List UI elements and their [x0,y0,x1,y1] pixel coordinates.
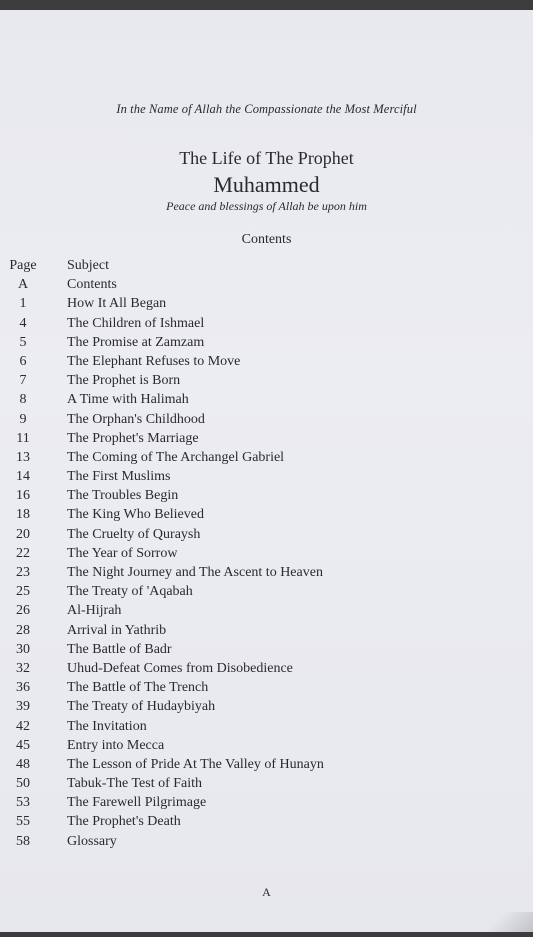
toc-subject: The King Who Believed [67,507,204,523]
toc-row [0,371,533,390]
toc-subject: The Prophet's Marriage [67,430,199,446]
toc-subject: The Battle of Badr [67,641,172,657]
toc-page-number: 16 [16,488,30,504]
toc-page-column-header: Page [9,258,37,273]
toc-page-number: 6 [19,353,27,369]
toc-page-number: 39 [16,699,30,715]
toc-row [0,793,533,812]
toc-page-number: 4 [19,315,27,331]
toc-subject: The Treaty of 'Aqabah [67,584,193,600]
toc-page-number: 32 [16,660,30,676]
toc-page-number: 8 [19,392,27,408]
toc-subject: Tabuk-The Test of Faith [67,776,203,792]
toc-page-number: 11 [16,430,30,446]
toc-row [0,621,533,640]
toc-row [0,774,533,793]
toc-subject: Al-Hijrah [67,603,122,619]
toc-subject: The Prophet is Born [67,373,181,389]
page-folio: A [262,885,271,899]
toc-page-number: 7 [19,373,27,389]
toc-page-number: 58 [16,833,30,849]
toc-header-row [0,256,533,275]
toc-row [0,314,533,333]
toc-row [0,755,533,774]
toc-page-number: 25 [16,584,30,600]
contents-heading: Contents [241,232,292,247]
toc-row [0,486,533,505]
page-edge-shadow [453,912,533,932]
book-title-line2: Muhammed [213,172,320,197]
toc-subject: The Promise at Zamzam [67,334,205,350]
toc-page-number: 53 [16,795,30,811]
toc-subject: Uhud-Defeat Comes from Disobedience [67,660,293,676]
toc-subject: The Children of Ishmael [67,315,205,331]
toc-subject: The Invitation [67,718,147,734]
toc-subject: How It All Began [67,296,167,312]
toc-subject: The Battle of The Trench [67,680,209,696]
book-page [0,10,533,932]
toc-subject: The Prophet's Death [67,814,181,830]
toc-page-number: 18 [16,507,30,523]
toc-subject: Glossary [67,833,117,849]
book-subtitle: Peace and blessings of Allah be upon him [166,199,367,213]
toc-page-number: 22 [16,545,30,561]
toc-row [0,448,533,467]
toc-subject: A Time with Halimah [67,392,189,408]
toc-page-number: 50 [16,776,30,792]
toc-row [0,275,533,294]
toc-row [0,429,533,448]
toc-subject: Entry into Mecca [67,737,165,753]
toc-page-number: 23 [16,565,30,580]
toc-page-number: 20 [16,526,30,542]
toc-subject: The Coming of The Archangel Gabriel [67,449,285,465]
toc-subject: Contents [67,277,117,293]
toc-subject: The Year of Sorrow [67,545,178,561]
toc-page-number: 42 [16,718,30,734]
toc-subject: The Orphan's Childhood [67,411,205,427]
toc-subject: The First Muslims [67,469,171,485]
toc-page-number: A [17,277,29,293]
toc-row [0,525,533,544]
toc-subject: The Farewell Pilgrimage [67,795,207,811]
toc-page-number: 13 [16,449,30,465]
toc-row [0,352,533,371]
toc-row [0,390,533,409]
toc-row [0,812,533,831]
toc-page-number: 55 [16,814,30,830]
toc-page-number: 30 [16,641,30,657]
toc-row [0,582,533,601]
toc-subject-column-header: Subject [67,258,109,273]
toc-row [0,659,533,678]
toc-page-number: 9 [19,411,27,427]
toc-subject: Arrival in Yathrib [67,622,167,638]
bismillah-line: In the Name of Allah the Compassionate the Most Merciful [116,102,417,116]
toc-subject: The Cruelty of Quraysh [67,526,201,542]
toc-row [0,563,533,582]
toc-subject: The Troubles Begin [67,488,179,504]
toc-row [0,467,533,486]
toc-page-number: 1 [19,296,27,312]
toc-row [0,333,533,352]
toc-row [0,410,533,429]
toc-row [0,294,533,313]
toc-row [0,640,533,659]
toc-subject: The Treaty of Hudaybiyah [67,699,216,715]
toc-page-number: 26 [16,603,30,619]
toc-row [0,601,533,620]
toc-row [0,678,533,697]
toc-row [0,736,533,755]
toc-row [0,505,533,524]
toc-page-number: 5 [19,334,27,350]
toc-page-number: 28 [16,622,30,638]
toc-page-number: 14 [16,469,30,485]
toc-page-number: 36 [16,680,30,696]
toc-row [0,832,533,851]
toc-subject: The Lesson of Pride At The Valley of Hunayn [67,756,324,772]
toc-subject: The Night Journey and The Ascent to Heaven [67,565,323,580]
toc-row [0,697,533,716]
toc-row [0,717,533,736]
table-of-contents [0,256,533,851]
toc-page-number: 45 [16,737,30,753]
book-title-line1: The Life of The Prophet [179,148,354,168]
toc-row [0,544,533,563]
toc-page-number: 48 [16,756,30,772]
toc-subject: The Elephant Refuses to Move [67,353,241,369]
